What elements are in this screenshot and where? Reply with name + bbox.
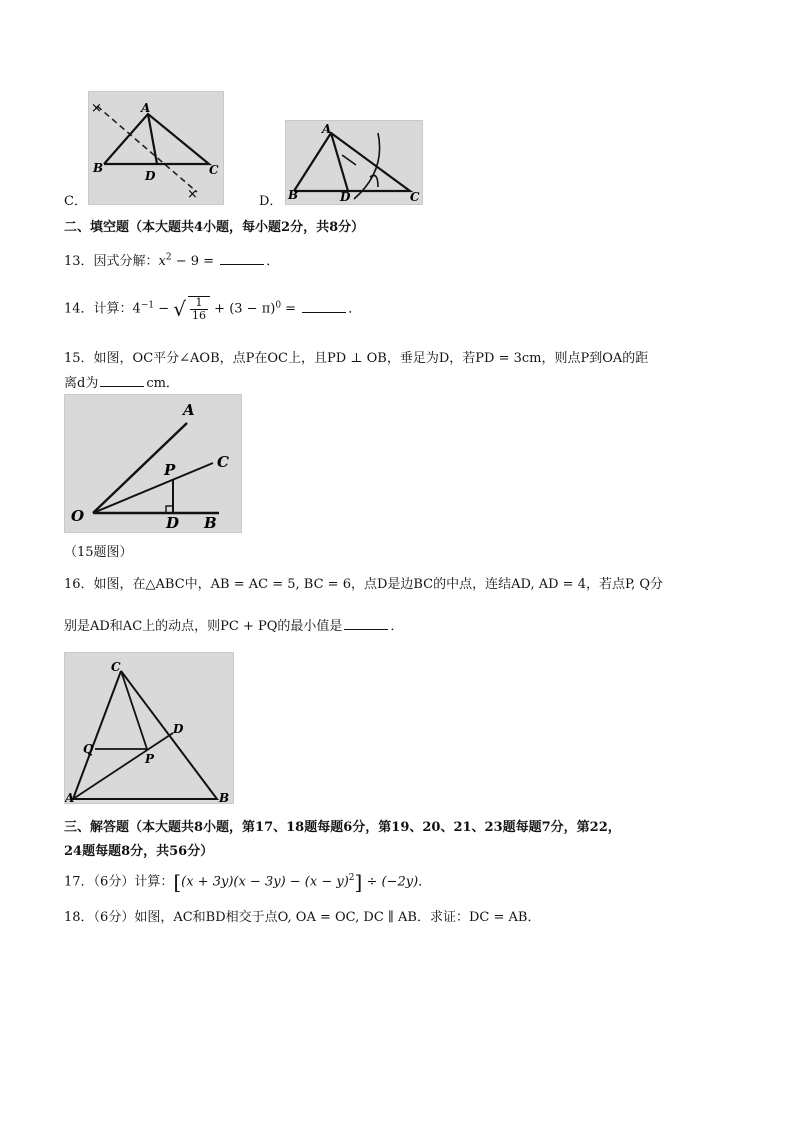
- q14-base: 4: [132, 301, 141, 317]
- svg-text:×: ×: [91, 101, 102, 116]
- q14-exp1: −1: [140, 300, 155, 311]
- question-15-line2: [64, 372, 179, 391]
- c-fig-label-c: C: [209, 163, 219, 177]
- q14-numerator: 1: [190, 297, 208, 310]
- q13-exp: 2: [165, 252, 172, 263]
- q15-answer-blank[interactable]: [100, 374, 144, 387]
- q14-minus: −: [154, 301, 174, 317]
- option-c-figure: [88, 91, 224, 205]
- q14-eq: =: [281, 301, 297, 317]
- q13-rest: − 9 =: [171, 254, 215, 269]
- q17-body2: ÷ (−2y): [362, 874, 419, 890]
- q14-exp2: 0: [275, 300, 282, 311]
- q14-end: ．: [348, 301, 362, 317]
- c-fig-label-b: B: [93, 161, 104, 175]
- q14-prefix: 14．计算：: [64, 301, 133, 317]
- q15-caption: （15题图）: [64, 545, 133, 560]
- question-13: [64, 250, 279, 269]
- svg-text:×: ×: [187, 187, 198, 202]
- q16-fig-label-b: B: [219, 791, 230, 803]
- q16-answer-blank[interactable]: [344, 617, 388, 630]
- q15-line2-b: cm．: [146, 376, 179, 391]
- question-17: [64, 870, 431, 894]
- q14-plus: + (3 − π): [210, 301, 276, 317]
- q17-body1: (x + 3y)(x − 3y) − (x − y): [181, 874, 349, 890]
- question-14: [64, 296, 361, 322]
- d-fig-label-a: A: [322, 122, 332, 136]
- option-c-label: C．: [64, 194, 87, 209]
- q16-fig-label-p: P: [145, 752, 155, 766]
- section-3-heading-line1: 三、解答题（本大题共8小题，第17、18题每题6分，第19、20、21、23题每题7分，第22，: [64, 820, 621, 835]
- q15-line2-a: 离d为: [64, 376, 99, 391]
- q15-fig-label-c: C: [217, 453, 229, 471]
- q17-prefix: 17．（6分）计算：: [64, 874, 174, 890]
- q13-answer-blank[interactable]: [220, 252, 264, 265]
- q15-fig-label-a: A: [183, 401, 195, 419]
- q16-line2-b: ．: [390, 619, 404, 634]
- c-fig-label-d: D: [145, 169, 156, 183]
- question-16-line2: [64, 615, 403, 634]
- q16-fig-label-a: A: [65, 791, 75, 803]
- q16-fig-label-c: C: [111, 660, 121, 674]
- option-d-figure: [285, 120, 423, 205]
- section-3-heading-line2: 24题每题8分，共56分）: [64, 844, 214, 859]
- q16-line2-a: 别是AD和AC上的动点，则PC + PQ的最小值是: [64, 619, 343, 634]
- q15-fig-label-o: O: [71, 507, 85, 525]
- q13-var: x: [158, 254, 166, 269]
- q17-exp: 2: [348, 873, 355, 884]
- question-16-line1: 16．如图，在△ABC中，AB = AC = 5, BC = 6，点D是边BC的中点，连结AD, AD = 4，若点P, Q分: [64, 577, 664, 592]
- q15-fig-label-d: D: [166, 514, 180, 532]
- q15-figure: [64, 394, 242, 533]
- q13-prefix: 13．因式分解：: [64, 254, 159, 269]
- c-fig-label-a: A: [141, 101, 151, 115]
- question-18: 18．（6分）如图，AC和BD相交于点O, OA = OC, DC ∥ AB．求证：DC = AB．: [64, 910, 541, 925]
- q15-fig-label-b: B: [204, 514, 217, 532]
- d-fig-label-c: C: [410, 190, 420, 204]
- q15-fig-label-p: P: [164, 461, 176, 479]
- option-d-label: D．: [259, 194, 283, 209]
- q16-fig-label-q: Q: [83, 742, 94, 756]
- section-2-heading: 二、填空题（本大题共4小题，每小题2分，共8分）: [64, 220, 365, 235]
- d-fig-label-d: D: [340, 190, 351, 204]
- sqrt-symbol: √: [173, 297, 187, 322]
- q13-end: ．: [266, 254, 280, 269]
- q17-right-bracket: ]: [354, 870, 363, 894]
- q16-fig-label-d: D: [173, 722, 184, 736]
- q16-figure: [64, 652, 234, 804]
- q17-left-bracket: [: [173, 870, 182, 894]
- q14-answer-blank[interactable]: [302, 300, 346, 313]
- q14-denominator: 16: [192, 309, 207, 323]
- d-fig-label-b: B: [288, 188, 299, 202]
- q17-end: ．: [418, 874, 432, 890]
- question-15-line1: 15．如图，OC平分∠AOB，点P在OC上，且PD ⊥ OB，垂足为D，若PD = 3cm，则点P到OA的距: [64, 351, 649, 366]
